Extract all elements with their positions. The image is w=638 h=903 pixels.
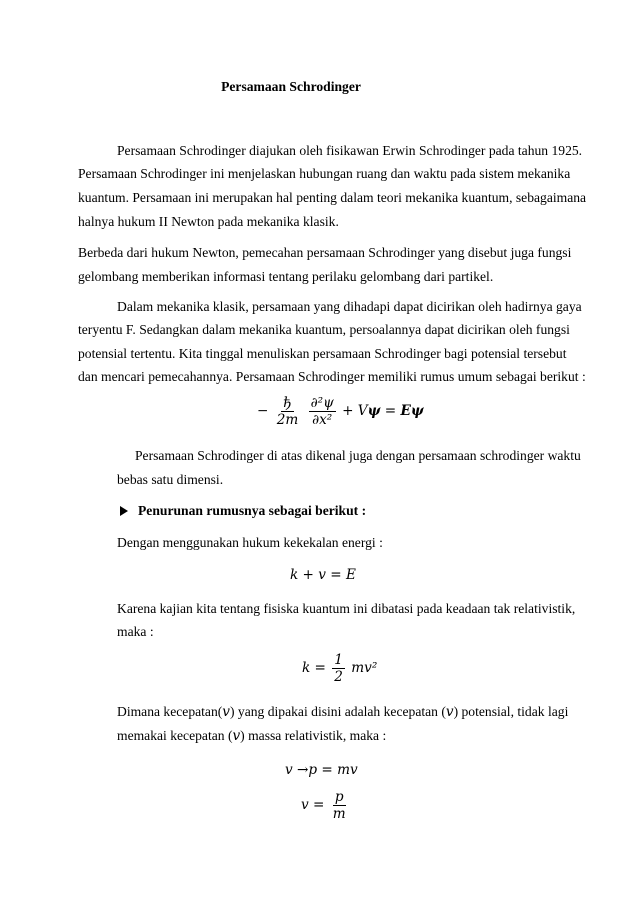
paragraph-3-line-2: teryentu F. Sedangkan dalam mekanika kuantum, persoalannya dapat dicirikan oleh fungsi [78,322,570,337]
paragraph-1-line-3: kuantum. Persamaan ini merupakan hal penting dalam teori mekanika kuantum, sebagaimana [78,190,587,205]
p7-var-v2: v [445,704,454,720]
paragraph-7-line-2 [117,728,386,744]
p7-text-a: Dimana kecepatan( [117,704,223,719]
eq3-fraction [332,652,345,685]
momentum-equation: v →p = mv [285,762,358,778]
schrodinger-equation [257,395,424,428]
eq1-minus: − [257,403,269,419]
p7-text-c: ) potensial, tidak lagi [453,704,569,719]
p7-text-b: ) yang dipakai disini adalah kecepatan ( [229,704,446,719]
paragraph-1-line-2: Persamaan Schrodinger ini menjelaskan hubungan ruang dan waktu pada sistem mekanika [78,166,571,181]
eq5-den: m [332,806,346,822]
paragraph-7-line-1 [117,704,568,720]
eq3-lhs: k = [302,660,326,676]
eq5-num: p [334,789,344,805]
arrow-bullet-icon [120,506,128,516]
paragraph-6-line-2: maka : [117,624,154,639]
paragraph-2-line-1: Berbeda dari hukum Newton, pemecahan persamaan Schrodinger yang disebut juga fungsi [78,245,572,260]
eq1-psi: ψ [367,403,381,419]
eq5-fraction [331,789,348,822]
eq3-rhs: mv² [351,660,378,676]
eq1-equals: = [384,403,397,419]
eq1-derivative-fraction [309,395,336,428]
paragraph-4-line-2: bebas satu dimensi. [117,472,224,487]
paragraph-3-line-1: Dalam mekanika klasik, persamaan yang dihadapi dapat dicirikan oleh hadirnya gaya [117,299,582,314]
eq1-dx2: ∂x² [312,412,333,428]
p7-var-v1: v [222,704,230,720]
paragraph-5: Dengan menggunakan hukum kekekalan energi : [117,535,383,550]
paragraph-2-line-2: gelombang memberikan informasi tentang perilaku gelombang dari partikel. [78,269,494,284]
eq1-d2psi: ∂²ψ [310,395,334,411]
p7b-var-v: v [232,728,241,744]
eq1-two-m: 2m [276,412,299,428]
energy-equation: k + v = E [290,567,356,583]
eq3-den: 2 [334,669,343,685]
bullet-heading [120,503,366,519]
page-title: Persamaan Schrodinger [221,79,361,94]
eq1-hbar: ђ [283,395,292,411]
bullet-heading-text: Penurunan rumusnya sebagai berikut : [138,503,367,518]
paragraph-4-line-1: Persamaan Schrodinger di atas dikenal juga dengan persamaan schrodinger waktu [135,448,581,463]
velocity-equation [301,789,350,822]
eq3-num: 1 [334,652,343,668]
paragraph-1-line-4: halnya hukum II Newton pada mekanika klasik. [78,214,339,229]
paragraph-1-line-1: Persamaan Schrodinger diajukan oleh fisikawan Erwin Schrodinger pada tahun 1925. [117,143,583,158]
eq5-lhs: v = [301,797,325,813]
eq1-rest: + V [342,403,368,419]
p7b-text-b: ) massa relativistik, maka : [240,728,387,743]
paragraph-6-line-1: Karena kajian kita tentang fisiska kuantum ini dibatasi pada keadaan tak relativistik, [117,601,576,616]
kinetic-energy-equation [302,652,377,685]
paragraph-3-line-4: dan mencari pemecahannya. Persamaan Schrodinger memiliki rumus umum sebagai berikut : [78,369,586,384]
eq1-hbar-fraction [275,395,301,428]
paragraph-3-line-3: potensial tertentu. Kita tinggal menuliskan persamaan Schrodinger bagi potensial tersebut [78,346,567,361]
p7b-text-a: memakai kecepatan ( [117,728,233,743]
eq1-e-psi: Eψ [400,403,424,419]
